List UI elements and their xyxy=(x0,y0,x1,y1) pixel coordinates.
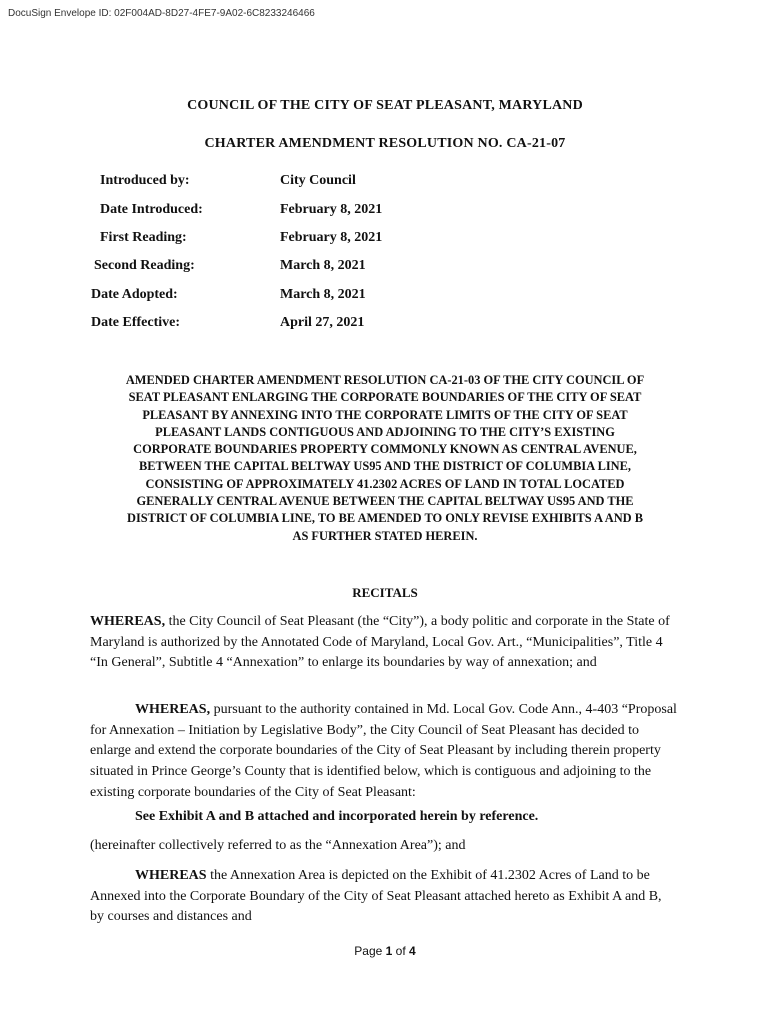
whereas-lead: WHEREAS, xyxy=(90,614,166,629)
heading-line: PLEASANT LANDS CONTIGUOUS AND ADJOINING TO THE CITY’S EXISTING xyxy=(155,424,615,439)
first-reading-value: February 8, 2021 xyxy=(280,230,383,245)
second-reading-value: March 8, 2021 xyxy=(280,258,366,273)
page-prefix: Page xyxy=(354,944,386,958)
recitals-heading: RECITALS xyxy=(352,585,418,600)
page-number: 1 xyxy=(385,944,393,958)
heading-line: GENERALLY CENTRAL AVENUE BETWEEN THE CAPITAL BELTWAY US95 AND THE xyxy=(136,494,634,509)
whereas-lead: WHEREAS xyxy=(135,868,207,883)
page-footer xyxy=(0,944,770,958)
heading-line: SEAT PLEASANT ENLARGING THE CORPORATE BOUNDARIES OF THE CITY OF SEAT xyxy=(128,390,642,405)
heading-line: AMENDED CHARTER AMENDMENT RESOLUTION CA-21-03 OF THE CITY COUNCIL OF xyxy=(125,373,645,387)
second-reading-label: Second Reading: xyxy=(94,258,195,273)
page-total: 4 xyxy=(409,944,416,958)
paragraph-text: the City Council of Seat Pleasant (the “City”), a body politic and corporate in the State of Maryland is authorized by the Annotated Code of Maryland, Local Gov. Art., “Municipalities”, Title 4 “In General”, Subtitle 4 “Annexation” to enlarge its boundaries by way of annexation; and xyxy=(90,614,670,671)
exhibit-reference: See Exhibit A and B attached and incorporated herein by reference. xyxy=(135,809,539,824)
heading-line: BETWEEN THE CAPITAL BELTWAY US95 AND THE DISTRICT OF COLUMBIA LINE, xyxy=(139,459,631,474)
page-of: of xyxy=(392,944,410,958)
date-adopted-value: March 8, 2021 xyxy=(280,287,366,302)
whereas-paragraph-3 xyxy=(90,866,678,928)
council-title: COUNCIL OF THE CITY OF SEAT PLEASANT, MARYLAND xyxy=(187,98,583,113)
heading-line: CORPORATE BOUNDARIES PROPERTY COMMONLY KNOWN AS CENTRAL AVENUE, xyxy=(133,442,637,457)
heading-line: CONSISTING OF APPROXIMATELY 41.2302 ACRES OF LAND IN TOTAL LOCATED xyxy=(145,476,625,491)
heading-line: DISTRICT OF COLUMBIA LINE, TO BE AMENDED TO ONLY REVISE EXHIBITS A AND B xyxy=(127,511,643,526)
heading-line: AS FURTHER STATED HEREIN. xyxy=(292,528,478,543)
heading-line: PLEASANT BY ANNEXING INTO THE CORPORATE LIMITS OF THE CITY OF SEAT xyxy=(142,407,628,422)
introduced-by-value: City Council xyxy=(280,173,356,188)
date-introduced-value: February 8, 2021 xyxy=(280,202,383,217)
resolution-heading xyxy=(88,372,682,545)
resolution-title: CHARTER AMENDMENT RESOLUTION NO. CA-21-07 xyxy=(204,136,566,151)
paragraph-text: the Annexation Area is depicted on the Exhibit of 41.2302 Acres of Land to be Annexed into the Corporate Boundary of the City of Seat Pleasant attached hereto as Exhibit A and B, by courses and distances and xyxy=(90,868,662,925)
date-introduced-label: Date Introduced: xyxy=(100,202,203,217)
first-reading-label: First Reading: xyxy=(100,230,187,245)
date-adopted-label: Date Adopted: xyxy=(91,287,178,302)
whereas-lead: WHEREAS, xyxy=(135,702,211,717)
docusign-envelope-id: DocuSign Envelope ID: 02F004AD-8D27-4FE7-9A02-6C8233246466 xyxy=(8,8,315,19)
whereas-paragraph-1 xyxy=(90,612,678,674)
date-effective-label: Date Effective: xyxy=(91,315,181,330)
whereas-paragraph-2 xyxy=(90,700,678,804)
introduced-by-label: Introduced by: xyxy=(100,173,190,188)
hereinafter-text: (hereinafter collectively referred to as the “Annexation Area”); and xyxy=(90,838,466,853)
paragraph-text: pursuant to the authority contained in Md. Local Gov. Code Ann., 4-403 “Proposal for Annexation – Initiation by Legislative Body”, the City Council of Seat Pleasant has decided to enlarge and extend the corporate boundaries of the City of Seat Pleasant by including therein property situated in Prince George’s County that is identified below, which is contiguous and adjoining to the existing corporate boundaries of the City of Seat Pleasant: xyxy=(90,702,677,800)
date-effective-value: April 27, 2021 xyxy=(280,315,365,330)
